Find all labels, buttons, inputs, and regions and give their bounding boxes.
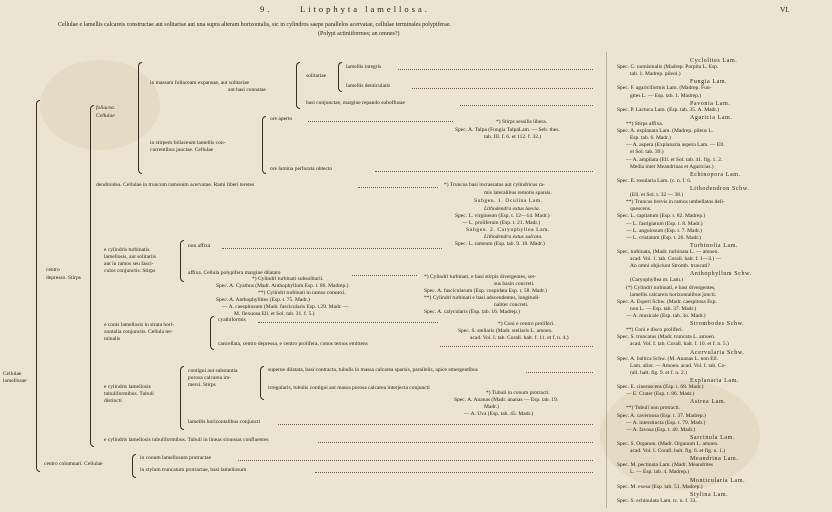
node-cancellata: cancellata, centro depressa, e centro prolifera, conos ternos emittens [218, 341, 368, 347]
node-e-cyl-lam: e cylindris lamellosis [104, 384, 151, 390]
genera-line: Anthophyllum Schw. [690, 271, 752, 278]
branch-centro-depresso: centro [46, 267, 60, 273]
leader-dots [412, 88, 593, 89]
node-e-cyl-lam-2: tubuliformibus. Tubuli [104, 391, 154, 397]
genera-line: Spec. S. truncatus (Madr. truncata L. amoen. [617, 334, 716, 341]
node-ore-lamina: ore lamina perforata obtecto [270, 166, 333, 172]
note-coni: *) Coni e centro proliferi. [498, 321, 555, 327]
spec-stellaris: Spec. S. stellaris (Madr. stellaris L. amoen. [458, 328, 553, 334]
node-in-massam: in massam foliaceam expansae, aut solitariae [150, 80, 249, 86]
leader-dots [460, 105, 593, 106]
plate-number: VI. [780, 5, 790, 14]
node-e-cylindris-4: culos conjunctis. Stirps [104, 268, 156, 274]
subgen-caryophyllea: Subgen. 2. Caryophyllea Lam. [466, 227, 551, 233]
genera-line: Spec. E. cinerascens (Esp. t. 68. Madr.) [617, 384, 704, 391]
leader-dots [258, 322, 438, 323]
genera-line: — L. fastigiatum (Esp. t. 8. Madr.) [626, 220, 703, 227]
genera-line: Spec. E. rosularia Lam. (c. n. f. 6. [617, 177, 692, 184]
genera-line: Spec. P. Lactuca Lam. (Esp. tab. 35. A. Madr.) [617, 106, 720, 113]
node-in-stirpem-2: currentibus junctae. Cellulae [150, 147, 214, 153]
genera-line: Turbinolia Lam. [690, 242, 739, 249]
genera-line: An omni objiciunt Stromb. truncati? [630, 263, 710, 270]
genera-line: **) Truncus brevis in ramos umbellatos deli- [626, 199, 725, 206]
genera-line: Agaricia Lam. [690, 114, 733, 121]
brace-centro-depresso [90, 105, 94, 447]
note-lith-sulcata: Lithodendra extus sulcata. [484, 234, 543, 240]
node-contigui-2: porosa calcarea im- [188, 375, 232, 381]
genera-line: **) Coni e disco proliferi. [626, 327, 683, 334]
brace-contigui [260, 366, 264, 400]
spec-cyathus: Spec. A. Cyathus (Madr. Anthophyllum Esp. t. 86. Madrep.) [216, 283, 349, 289]
node-in-massam-2: aut basi connatae [228, 87, 266, 93]
genera-line: Spec. M. pectinata Lam. (Madr. Meandrites [617, 462, 714, 469]
spec-virgineum: Spec. L. virgineum (Esp. t. 12—14. Madr.) [455, 213, 550, 219]
note-lith-laevia: Lithodendra extus laevia. [484, 206, 541, 212]
genera-line: Meandrina Lam. [690, 456, 739, 463]
note-tubuli: *) Tubuli in conum protracti. [486, 390, 550, 396]
node-irregularis: irregularis, tubulis contigui aut massa porosa calcarea interjecta conjuncti [268, 385, 430, 391]
note-cyl-adh: **) Cylindri turbinati e basi adscendentes, longitudi- [424, 295, 540, 301]
node-contigui-3: mersi. Stirps [188, 382, 216, 388]
node-non-affixa: non affixa [188, 243, 211, 249]
leader-dots [375, 171, 593, 172]
genera-line: tab. 1. Madrep. pileol.) [630, 71, 681, 78]
root-label-2: lamellosae [3, 378, 27, 384]
genera-line: — L. cristatum (Esp. t. 26. Madr.) [626, 234, 702, 241]
node-lamellis-integris: lamellis integris [346, 64, 382, 70]
genera-line: — A. musicale (Esp. tab. 3o. Madr.) [626, 313, 706, 319]
genera-line: (*) Cylindri turbinati, e basi divergentes, [626, 284, 716, 291]
spec-calycularis: Spec. A. calycularis (Esp. tab. 16. Madrep.) [424, 309, 520, 315]
node-in-stylum: in stylum truncatum protractae, basi lamellosum [140, 467, 247, 473]
genera-line: Spec. turbinata, (Madr. turbinata L. — amoen. [617, 249, 719, 255]
brace-columnari [132, 454, 136, 478]
genera-line: quescens. [630, 206, 652, 213]
spec-caespitosum-2: M. flexuosa Ell. et Sol. tab. 31. f. 5.) [234, 311, 315, 317]
genera-line: Cyclolites Lam. [690, 58, 738, 64]
node-affixa: affixa. Cellula polypifera margine dilatato [188, 270, 281, 276]
spec-rameum: Spec. L. rameum (Esp. tab. 9. 10. Madr.) [455, 241, 545, 247]
page-subtitle-note: (Polypi actiniiformes; an omnes?) [318, 31, 400, 37]
genera-line: Spec. A. baltica Schw. (M. Ananas L. non Ell. [617, 355, 719, 362]
node-ore-aperto: ore aperto [270, 116, 293, 122]
node-lamellis-denticulatis: lamellis denticulatis [346, 83, 391, 89]
genera-line: lamellis calcareis horizontalibus juncti. [630, 291, 717, 298]
subgen-oculina: Subgen. 1. Oculina Lam. [474, 198, 543, 204]
node-in-conum: in conum lamellosum protractae [140, 455, 212, 461]
node-e-cyl-lam-3: distincti [104, 398, 122, 404]
genera-line: Fungia Lam. [690, 79, 728, 86]
genera-line: Lithodendron Schw. [690, 186, 750, 192]
spec-stellaris-2: acad. Vol. I. tab. Corall. halt. f. 11. et f. n. 4.) [470, 335, 569, 341]
brace-foliacea [138, 62, 142, 174]
genera-line: acad. Vol. 1. tab. Corall. halt. f. 1—3.) — [630, 256, 722, 263]
spec-fascicularum: Spec. A. fascicularum (Esp. cuspidata Esp. t. 58. Madr.) [424, 288, 547, 294]
node-e-cylindris: e cylindris turbinatis. [104, 247, 151, 253]
genera-line: — A. aspera (Explanaria aspera Lam. — Ell. [626, 142, 725, 149]
note-cyl-div: *) Cylindri turbinati, e basi stirpis divergentes, ser- [424, 274, 537, 280]
root-brace [36, 100, 40, 472]
genera-line: — A. interstincta (Esp. t. 79. Madr.) [626, 419, 706, 426]
genera-line: Spec. S. Organon. (Madr. Organum L. amoen. [617, 441, 719, 447]
spec-anthophyllites: Spec. A. Anthophyllites (Esp. t. 75. Madr.) [216, 297, 310, 303]
genera-line: Spec. M. exesa (Esp. tab. 51. Madrep.) [617, 483, 703, 490]
genera-line: non L. — Esp. tab. 37. Madr.) [630, 305, 697, 312]
genera-line: Pavonia Lam. [690, 100, 731, 107]
spec-talpa-2: tab. III. f. 6. et 112. f. 32.) [484, 134, 542, 140]
node-e-conis: e conis lamellosis in strata hori- [104, 322, 175, 328]
leader-dots [440, 346, 593, 347]
genera-line: Spec. A. explanata Lam. (Madrep. pileus L. [617, 128, 714, 135]
genera-line: acad. Vol. I. tab. Corall. halt. f. 10. et f. n. 5.) [630, 341, 729, 348]
genera-line: Strombodes Schw. [690, 321, 745, 328]
note-truncus: *) Truncus basi incrassatus aut cylindricus ra- [444, 182, 545, 188]
spec-proliferum: — L. proliferum (Esp. t. 21. Madr.) [462, 220, 541, 226]
branch-centro-columnari: centro columnari. Cellulae [44, 461, 103, 467]
genera-line: et Sol. tab. 39.) [630, 149, 664, 156]
node-foliacea: foliacea. [96, 105, 116, 111]
genera-line: Spec. S. echinulata Lam. tc. n. f. 33. [617, 497, 697, 504]
genera-line: Acervularia Schw. [690, 349, 745, 356]
brace-conis [210, 316, 214, 350]
column-divider [606, 52, 607, 508]
leader-dots [358, 187, 438, 188]
node-lamellis-horizontalibus: lamellis horizontalibus conjuncti [188, 419, 261, 425]
genera-line: **) Tubuli non protracti. [626, 405, 681, 412]
genera-line: — L. angulosum (Esp. t. 7. Madr.) [626, 227, 702, 234]
node-dendroidea: dendroidea. Cellulae in truncum ramosum acervatae. Rami liberi teretes [96, 182, 255, 188]
brace-solitariae [338, 62, 342, 92]
genera-line: Media inter Meandrinas et Agaricias.) [630, 163, 714, 170]
brace-cyl-lam [180, 366, 184, 430]
leader-dots [222, 248, 442, 249]
leader-dots [238, 460, 593, 461]
note-cyl-adh-2: naliter concreti. [494, 302, 529, 308]
genera-line: Esp. tab. 6. Madr.) [630, 135, 671, 142]
node-e-cyl-lin: e cylindris lamellosis tubuliformibus. Tubuli in lineas sinuosas confluentes [104, 437, 269, 443]
genera-line: — A. favosa (Esp. t. 40. Madr.) [626, 426, 696, 433]
genera-line: Stylina Lam. [690, 491, 729, 498]
node-solitariae: solitariae [306, 73, 327, 79]
spec-caespitosum: — A. caespitosum (Madr. fascicularis Esp. t.29. Madr. — [222, 304, 349, 310]
genera-line: Spec. C. numismalis (Madrep. Porpita L. Esp. [617, 64, 719, 71]
genera-line: **) Stirps affixa. [626, 121, 664, 127]
note-cyl-div-2: sus basin concreti. [494, 281, 535, 287]
brace-cylindris [180, 240, 184, 282]
genera-line: L. — Esp. tab. 4. Madrep.) [630, 469, 690, 476]
genera-line: Spec. F. agariciformis Lam. (Madrep. Fun- [617, 85, 712, 92]
brace-stirpem [262, 116, 266, 174]
leader-dots [308, 121, 453, 122]
note-stirps-sessilis: *) Stirps sessilis libera. [496, 119, 548, 125]
node-e-cylindris-2: lamellosis, aut solitariis [104, 254, 157, 260]
genera-line: acad. Vol. I. Corall. balt. fig. 6. et fig. n. 1.) [630, 448, 726, 455]
genera-line: Spec. A. cavernosa (Esp. t. 37. Madrep.) [617, 412, 706, 419]
genera-line: Monticularia Lam. [690, 477, 746, 484]
node-in-stirpem: in stirpem foliaceum lamellis con- [150, 140, 226, 146]
section-number: 9. [260, 4, 273, 14]
leader-dots [315, 472, 593, 473]
leader-dots [398, 69, 593, 70]
leader-dots [526, 372, 593, 373]
note-truncus-2: mis lateralibus remotis sparsis. [484, 190, 552, 196]
genera-line: rall. halt. fig. 9. et f. n. 2.) [630, 369, 687, 376]
node-foliacea-2: Cellulae [96, 113, 115, 119]
node-cyathiformis: cyathiformis [218, 317, 246, 323]
genera-line: Explanaria Lam. [690, 378, 739, 384]
genera-line: Echinopora Lam. [690, 171, 741, 178]
node-e-conis-3: minalis [104, 336, 121, 342]
node-e-conis-2: zontalia conjunctis. Cellula ter- [104, 329, 173, 335]
leader-dots [352, 275, 417, 276]
genera-line: Astrea Lam. [690, 399, 727, 406]
node-contigui: contigui aut substantia [188, 368, 238, 374]
genera-line: Lam. alior. — Amoen. acad. Vol. I. tab. Co- [630, 362, 727, 369]
genera-line: (Ell. et Sol. t. 32 — 38.) [630, 192, 684, 199]
root-label: Cellulae [3, 371, 22, 377]
genera-line: (Caryophyllea m. Lam.) [630, 277, 684, 284]
page-title: Litophyta lamellosa. [300, 4, 430, 14]
leader-dots [318, 442, 593, 443]
note-cyl-sub: *) Cylindri turbinati subsolitarii. [252, 276, 324, 282]
branch-centro-depresso-2: depresso. Stirps [46, 275, 81, 281]
node-e-cylindris-3: aut in ramos seu fasci- [104, 261, 154, 267]
leader-dots [278, 424, 593, 425]
genera-line: — A. ampliata (Ell. et Sol. tab. 41. fig. 1. 2. [626, 156, 723, 163]
spec-talpa: Spec. A. Talpa (Fungia TalpaLam. — Seb. thes. [455, 127, 560, 133]
spec-ananas-2: Madr.) [484, 404, 499, 410]
page-subtitle: Cellulae e lamellis calcareis constructae aut solitariae aut una supra alteram horizontalis, sic in cylindros saepe parallelos acervatae, cellulae terminales polypiferae. [58, 22, 451, 28]
genera-line: — E. Crater (Esp. t. 86. Madr.) [626, 391, 695, 398]
genera-line: gites L. — Esp. tab. 1. Madrep.) [630, 92, 702, 99]
brace-massam [296, 62, 300, 109]
node-basi-conjunctae: basi conjunctae, margine repando suboffusae [306, 100, 405, 106]
genera-line: Sarcinula Lam. [690, 434, 736, 441]
spec-ananas: Spec. A. Ananas (Madr. ananas — Esp. tab. 19. [454, 397, 559, 403]
genera-line: Spec. A. Esperi Schw. (Madr. caespitosa Esp. [617, 298, 717, 305]
genera-line: Spec. L. capitatum (Esp. t. 82. Madrep.) [617, 213, 706, 220]
note-cyl-ram: **) Cylindri turbinati in ramos connexi. [258, 290, 346, 296]
spec-uva: — A. Uva (Esp. tab. 45. Madr.) [464, 411, 534, 417]
node-superne: superne dilatata, basi contracta, tubulis in massa calcarea sparsis, parallelis, apice emergentibus [268, 367, 478, 373]
